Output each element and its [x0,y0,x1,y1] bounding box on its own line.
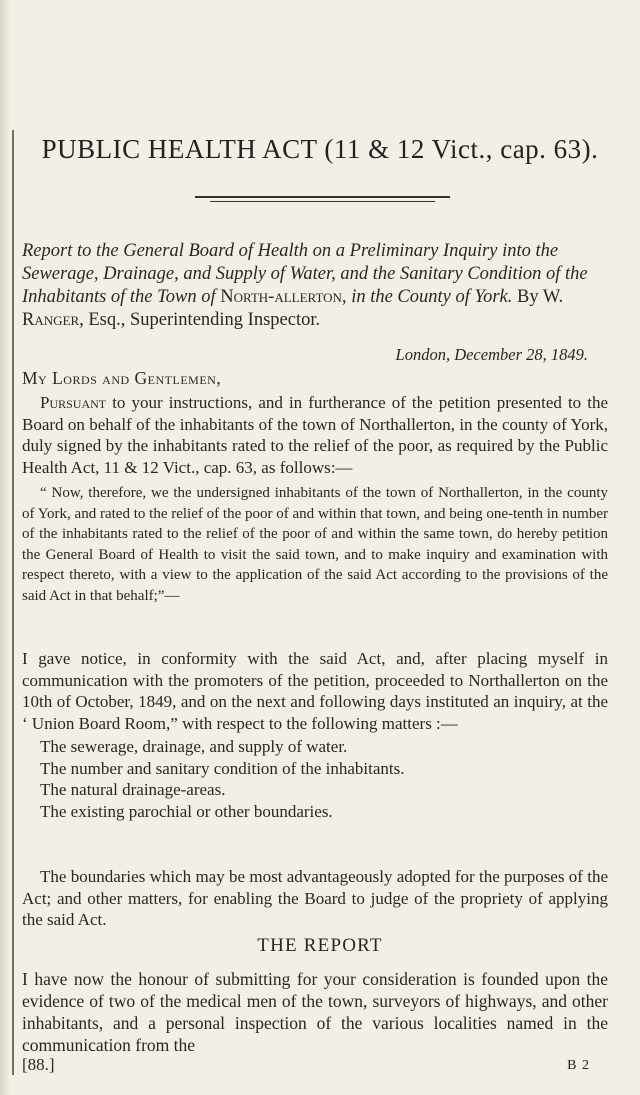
report-title-by: By W. [512,287,564,307]
report-title [22,240,608,332]
paragraph-report: I have now the honour of submitting for your consideration is founded upon the evidence of two of the medical men of the town, surveyors of highways, and other inhabitants, and a personal inspection of the various localities named in the communication from the [22,969,608,1055]
section-heading: THE REPORT [257,935,383,956]
report-title-town: North-allerton, [220,287,347,307]
margin-rule [12,130,14,1075]
list-item: The number and sanitary condition of the inhabitants. [40,758,405,778]
matters-list [40,736,610,822]
paragraph-pursuant [22,392,608,478]
paragraph-notice: I gave notice, in conformity with the said Act, and, after placing myself in communication with the promoters of the petition, proceeded to Northallerton on the 10th of October, 1849, and on the next and following days instituted an inquiry, at the ‘ Union Board Room,” with respect to the following matters :— [22,649,608,733]
list-item: The natural drainage-areas. [40,780,226,799]
signature-mark: B 2 [567,1058,590,1073]
binding-shadow [0,0,10,1095]
petition-quote: “ Now, therefore, we the undersigned inhabitants of the town of Northallerton, in the county of York, and rated to the relief of the poor of and within that town, and being one-tenth in number of the inhabitants rated to the relief of the poor of and within the same town, do hereby petition the General Board of Health to visit the said town, and to make inquiry and examination with respect thereto, with a view to the application of the said Act according to the provisions of the said Act in that behalf;”— [22,485,608,604]
report-title-lead: Report to the General Board of Health on a Preliminary Inquiry into the Sewerage, Drainage, and Supply of Water, and the Sanitary Condition of the Inhabitants of the Town of [22,241,588,307]
report-date: London, December 28, 1849. [395,345,588,364]
report-title-rest: Esq., Superintending Inspector. [83,310,321,330]
list-item: The sewerage, drainage, and supply of water. [40,737,348,756]
running-header: PUBLIC HEALTH ACT (11 & 12 Vict., cap. 63). [41,134,599,164]
paragraph-boundaries: The boundaries which may be most advantageously adopted for the purposes of the Act; and other matters, for enabling the Board to judge of the propriety of applying the said Act. [22,867,608,929]
header-rule [195,196,450,198]
paragraph-pursuant-text: to your instructions, and in furtherance of the petition presented to the Board on behalf of the inhabitants of the town of Northallerton, in the county of York, duly signed by the inhabitants rated to the relief of the poor, as required by the Public Health Act, 11 & 12 Vict., cap. 63, as follows:— [22,393,608,477]
list-item: The existing parochial or other boundaries. [40,801,333,821]
report-title-county: in the County of York. [346,287,513,307]
paragraph-lead-word: Pursuant [40,393,107,412]
report-title-author: Ranger, [22,310,84,330]
header-rule-thin [210,201,435,202]
salutation: My Lords and Gentlemen, [22,368,222,388]
page-reference: [88.] [22,1055,55,1074]
